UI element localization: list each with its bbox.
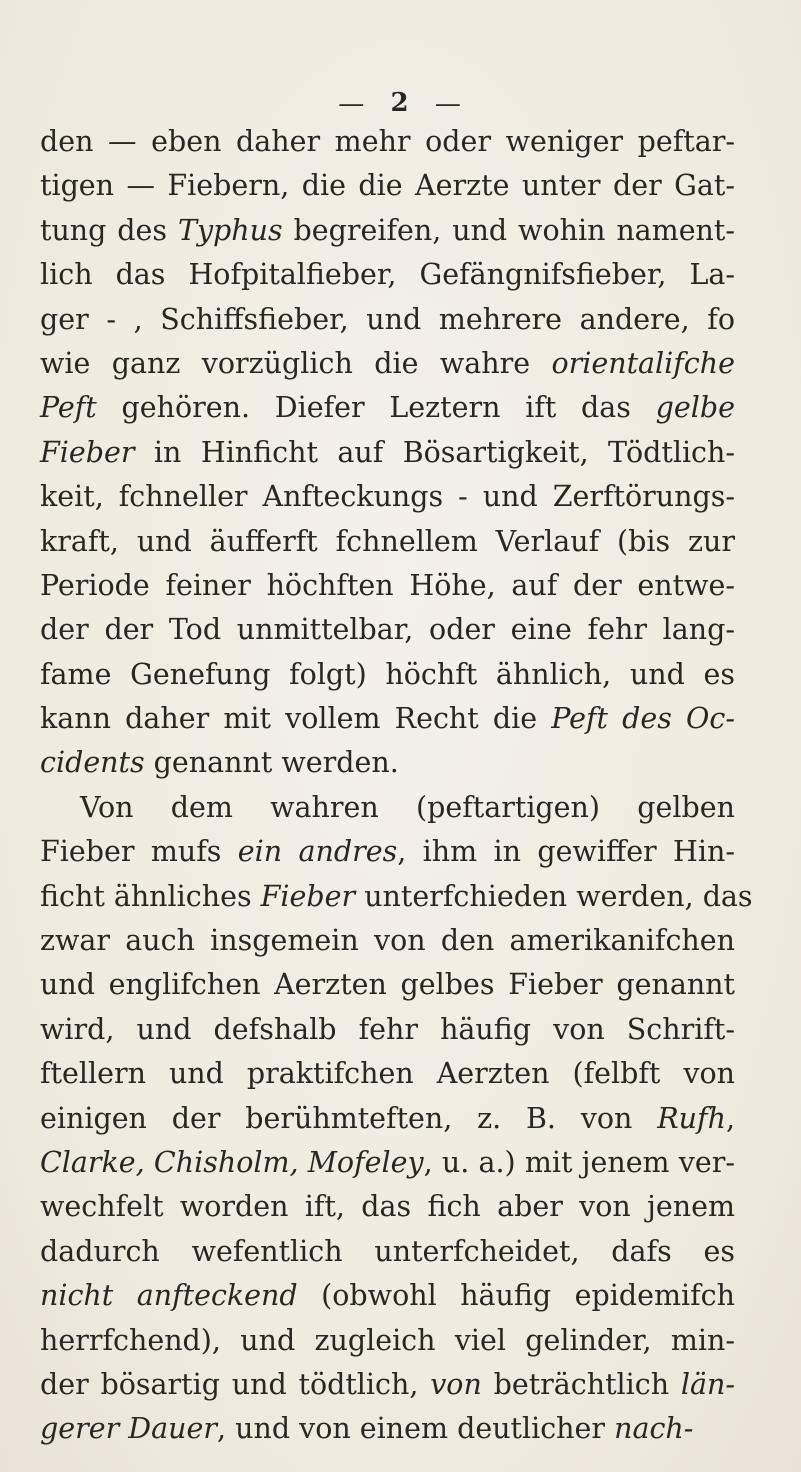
text-segment: beträchtlich bbox=[481, 1367, 681, 1401]
text-segment: , bbox=[725, 1101, 735, 1135]
body-text bbox=[40, 120, 753, 1452]
text-line bbox=[40, 475, 735, 519]
text-segment: fame Genefung folgt) höchft ähnlich, und es bbox=[40, 657, 735, 691]
text-line bbox=[40, 164, 735, 208]
italic-text: Typhus bbox=[177, 213, 283, 247]
text-line bbox=[40, 1274, 735, 1318]
header-dash-left: — bbox=[338, 89, 367, 119]
italic-text: Peft bbox=[40, 391, 97, 425]
text-segment: unterfchieden werden, das bbox=[355, 879, 753, 913]
text-line bbox=[40, 1097, 735, 1141]
text-line bbox=[40, 1230, 735, 1274]
text-segment: der der Tod unmittelbar, oder eine fehr lang- bbox=[40, 613, 735, 647]
header-dash-right: — bbox=[434, 89, 463, 119]
text-line bbox=[40, 253, 735, 297]
text-line bbox=[40, 653, 735, 697]
text-line bbox=[40, 608, 735, 652]
text-segment: lich das Hofpitalfieber, Gefängnifsfieber, La- bbox=[40, 258, 735, 292]
text-segment: der bösartig und tödtlich, bbox=[40, 1367, 431, 1401]
text-line bbox=[40, 1407, 735, 1451]
text-segment: kraft, und äufferft fchnellem Verlauf (bis zur bbox=[40, 524, 735, 558]
text-segment: zwar auch insgemein von den amerikanifchen bbox=[40, 924, 735, 958]
text-segment: , u. a.) mit jenem ver- bbox=[423, 1145, 735, 1179]
text-segment: gehören. Diefer Leztern ift das bbox=[96, 391, 656, 425]
text-segment: tigen — Fiebern, die die Aerzte unter der Gat- bbox=[40, 169, 735, 203]
text-line bbox=[40, 1052, 735, 1096]
text-segment: begreifen, und wohin nament- bbox=[282, 213, 735, 247]
text-segment: kann daher mit vollem Recht die bbox=[40, 702, 552, 736]
text-segment: dadurch wefentlich unterfcheidet, dafs es bbox=[40, 1234, 735, 1268]
italic-text: gerer Dauer bbox=[40, 1412, 217, 1446]
italic-text: orientalifche bbox=[551, 346, 735, 380]
text-line bbox=[40, 520, 735, 564]
text-segment: wie ganz vorzüglich die wahre bbox=[40, 346, 552, 380]
text-segment: herrfchend), und zugleich viel gelinder, min- bbox=[40, 1323, 735, 1357]
text-segment: einigen der berühmteften, z. B. von bbox=[40, 1101, 658, 1135]
page-number: 2 bbox=[390, 88, 411, 118]
text-segment: Von dem wahren (peftartigen) gelben bbox=[80, 790, 735, 824]
text-line bbox=[40, 1319, 735, 1363]
text-line bbox=[40, 875, 753, 919]
italic-text: gelbe bbox=[655, 391, 735, 425]
text-line bbox=[40, 1141, 735, 1185]
italic-text: cidents bbox=[40, 746, 145, 780]
text-line bbox=[40, 741, 735, 785]
text-line bbox=[40, 120, 735, 164]
text-line bbox=[40, 1185, 735, 1229]
text-segment: (obwohl häufig epidemifch bbox=[297, 1279, 735, 1313]
italic-text: län- bbox=[680, 1367, 735, 1401]
text-segment: wird, und defshalb fehr häufig von Schrift- bbox=[40, 1012, 735, 1046]
text-line bbox=[40, 564, 735, 608]
page-header bbox=[0, 88, 801, 119]
text-segment: ger - , Schiffsfieber, und mehrere andere, fo bbox=[40, 302, 735, 336]
text-segment: ficht ähnliches bbox=[40, 879, 261, 913]
text-line bbox=[40, 298, 735, 342]
text-segment: ftellern und praktifchen Aerzten (felbft von bbox=[40, 1057, 735, 1091]
text-segment: keit, fchneller Anfteckungs - und Zerftörungs- bbox=[40, 480, 735, 514]
text-line bbox=[40, 697, 735, 741]
text-segment: Fieber mufs bbox=[40, 835, 238, 869]
text-line bbox=[40, 786, 735, 830]
text-segment: Periode feiner höchften Höhe, auf der entwe- bbox=[40, 568, 735, 602]
text-segment: wechfelt worden ift, das fich aber von jenem bbox=[40, 1190, 735, 1224]
italic-text: nicht anfteckend bbox=[40, 1279, 298, 1313]
italic-text: Fieber bbox=[40, 435, 135, 469]
italic-text: nach- bbox=[614, 1412, 694, 1446]
italic-text: Rufh bbox=[657, 1101, 726, 1135]
text-line bbox=[40, 1008, 735, 1052]
text-segment: den — eben daher mehr oder weniger peftar- bbox=[40, 125, 735, 158]
text-line bbox=[40, 386, 735, 430]
italic-text: Peft des Oc- bbox=[551, 702, 736, 736]
italic-text: ein andres bbox=[237, 835, 398, 869]
text-line bbox=[40, 209, 735, 253]
text-line bbox=[40, 431, 735, 475]
text-segment: und englifchen Aerzten gelbes Fieber genannt bbox=[40, 968, 735, 1002]
text-segment: , ihm in gewiffer Hin- bbox=[397, 835, 736, 869]
text-line bbox=[40, 830, 735, 874]
italic-text: Fieber bbox=[260, 879, 356, 913]
text-line bbox=[40, 963, 735, 1007]
text-line bbox=[40, 342, 735, 386]
italic-text: von bbox=[430, 1367, 482, 1401]
text-segment: , und von einem deutlicher bbox=[216, 1412, 615, 1446]
text-segment: genannt werden. bbox=[144, 746, 399, 780]
text-line bbox=[40, 919, 735, 963]
italic-text: Clarke, Chisholm, Mofeley bbox=[40, 1145, 424, 1179]
text-line bbox=[40, 1363, 735, 1407]
text-segment: in Hinficht auf Bösartigkeit, Tödtlich- bbox=[134, 435, 735, 469]
text-segment: tung des bbox=[40, 213, 178, 247]
